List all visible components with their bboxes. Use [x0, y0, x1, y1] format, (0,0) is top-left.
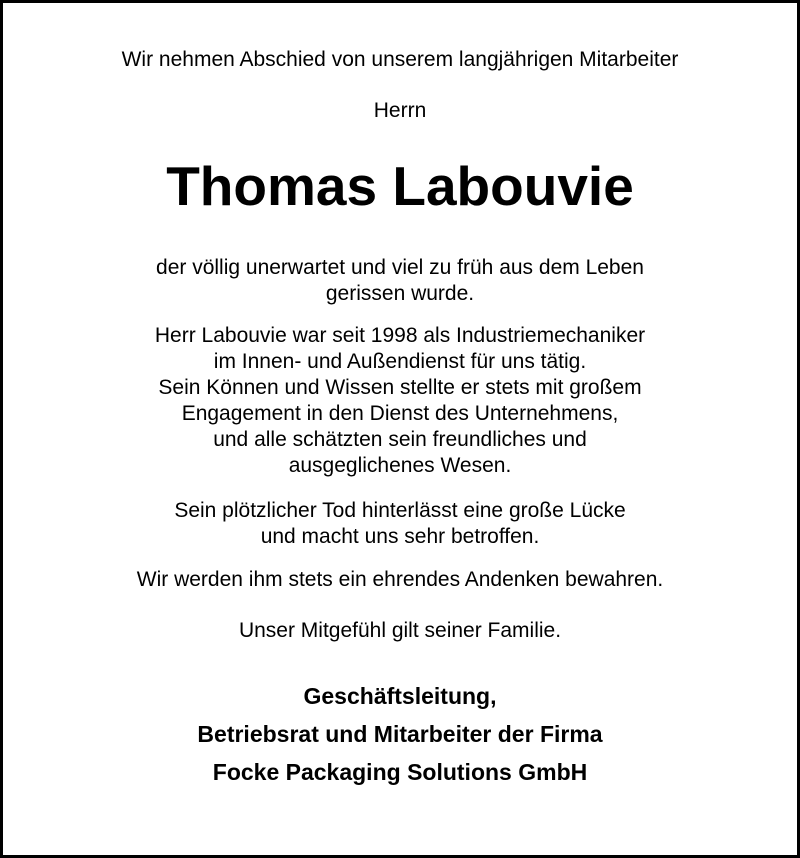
paragraph-3-line: und macht uns sehr betroffen.	[260, 525, 540, 548]
paragraph-1-line: der völlig unerwartet und viel zu früh aus dem Leben	[156, 256, 644, 279]
paragraph-1-line: gerissen wurde.	[325, 282, 475, 305]
signature-line: Geschäftsleitung,	[303, 683, 497, 709]
paragraph-3-line: Sein plötzlicher Tod hinterlässt eine große Lücke	[174, 499, 626, 522]
paragraph-2-line: im Innen- und Außendienst für uns tätig.	[213, 350, 587, 373]
signature-line: Betriebsrat und Mitarbeiter der Firma	[197, 721, 603, 747]
paragraph-2-line: und alle schätzten sein freundliches und	[213, 428, 587, 451]
intro-text: Wir nehmen Abschied von unserem langjährigen Mitarbeiter	[121, 48, 679, 71]
condolence-text: Unser Mitgefühl gilt seiner Familie.	[238, 619, 562, 642]
salutation: Herrn	[373, 99, 427, 122]
paragraph-2-line: Sein Können und Wissen stellte er stets mit großem	[158, 376, 642, 399]
paragraph-2-line: Herr Labouvie war seit 1998 als Industriemechaniker	[154, 324, 646, 347]
remembrance-text: Wir werden ihm stets ein ehrendes Andenken bewahren.	[136, 568, 664, 591]
paragraph-2-line: ausgeglichenes Wesen.	[288, 454, 512, 477]
paragraph-2-line: Engagement in den Dienst des Unternehmens,	[181, 402, 619, 425]
signature-company: Focke Packaging Solutions GmbH	[212, 759, 588, 785]
deceased-name: Thomas Labouvie	[166, 155, 634, 217]
